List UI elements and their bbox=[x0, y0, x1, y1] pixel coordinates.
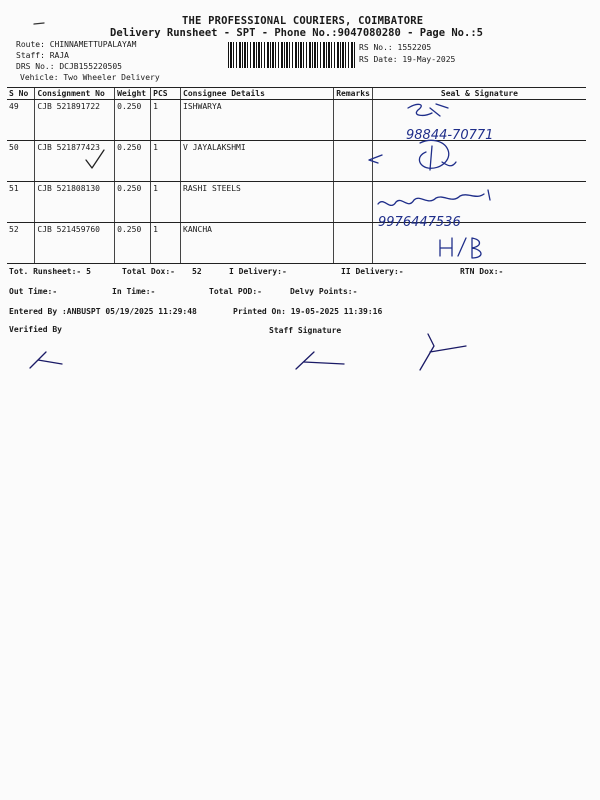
cell-pcs: 1 bbox=[151, 100, 181, 141]
rs-number: RS No.: 1552205 bbox=[359, 43, 432, 52]
runsheet-subtitle: Delivery Runsheet - SPT - Phone No.:9047080280 - Page No.:5 bbox=[110, 27, 483, 39]
cell-sno: 50 bbox=[7, 141, 35, 182]
company-title: THE PROFESSIONAL COURIERS, COIMBATORE bbox=[182, 15, 424, 27]
row51-handwritten-phone: 9976447536 bbox=[378, 215, 461, 230]
col-seal-signature: Seal & Signature bbox=[372, 88, 586, 100]
cell-consignee: RASHI STEELS bbox=[181, 182, 334, 223]
row52-handwritten-note: H/B bbox=[448, 258, 450, 259]
cell-pcs: 1 bbox=[151, 223, 181, 264]
col-consignment: Consignment No bbox=[35, 88, 115, 100]
col-weight: Weight bbox=[115, 88, 151, 100]
entered-by: Entered By :ANBUSPT 05/19/2025 11:29:48 bbox=[9, 307, 197, 316]
cell-consignment: CJB 521877423 bbox=[35, 141, 115, 182]
cell-sno: 51 bbox=[7, 182, 35, 223]
cell-weight: 0.250 bbox=[115, 141, 151, 182]
drs-number: DRS No.: DCJB155220505 bbox=[16, 62, 122, 71]
col-consignee: Consignee Details bbox=[181, 88, 334, 100]
cell-pcs: 1 bbox=[151, 141, 181, 182]
tot-runsheet: Tot. Runsheet:- 5 bbox=[9, 267, 91, 276]
cell-sno: 52 bbox=[7, 223, 35, 264]
total-pod: Total POD:- bbox=[209, 287, 262, 296]
row49-handwritten-phone: 98844-70771 bbox=[406, 128, 494, 143]
cell-sno: 49 bbox=[7, 100, 35, 141]
delvy-points: Delvy Points:- bbox=[290, 287, 358, 296]
cell-pcs: 1 bbox=[151, 182, 181, 223]
cell-weight: 0.250 bbox=[115, 223, 151, 264]
rs-date: RS Date: 19-May-2025 bbox=[359, 55, 456, 64]
out-time: Out Time:- bbox=[9, 287, 58, 296]
in-time: In Time:- bbox=[112, 287, 156, 296]
cell-consignee: ISHWARYA bbox=[181, 100, 334, 141]
col-remarks: Remarks bbox=[334, 88, 373, 100]
i-delivery: I Delivery:- bbox=[229, 267, 287, 276]
verified-by: Verified By bbox=[9, 325, 62, 334]
ii-delivery: II Delivery:- bbox=[341, 267, 404, 276]
staff: Staff: RAJA bbox=[16, 51, 69, 60]
cell-weight: 0.250 bbox=[115, 100, 151, 141]
vehicle: Vehicle: Two Wheeler Delivery bbox=[20, 73, 160, 82]
rtn-dox: RTN Dox:- bbox=[460, 267, 504, 276]
cell-consignment: CJB 521459760 bbox=[35, 223, 115, 264]
cell-consignment: CJB 521891722 bbox=[35, 100, 115, 141]
route: Route: CHINNAMETTUPALAYAM bbox=[16, 40, 137, 49]
col-pcs: PCS bbox=[151, 88, 181, 100]
cell-weight: 0.250 bbox=[115, 182, 151, 223]
printed-on: Printed On: 19-05-2025 11:39:16 bbox=[233, 307, 383, 316]
total-dox-label: Total Dox:- bbox=[122, 267, 175, 276]
staff-signature-label: Staff Signature bbox=[269, 326, 342, 335]
cell-consignment: CJB 521808130 bbox=[35, 182, 115, 223]
cell-consignee: KANCHA bbox=[181, 223, 334, 264]
col-sno: S No bbox=[7, 88, 35, 100]
total-dox-value: 52 bbox=[192, 267, 202, 276]
cell-consignee: V JAYALAKSHMI bbox=[181, 141, 334, 182]
